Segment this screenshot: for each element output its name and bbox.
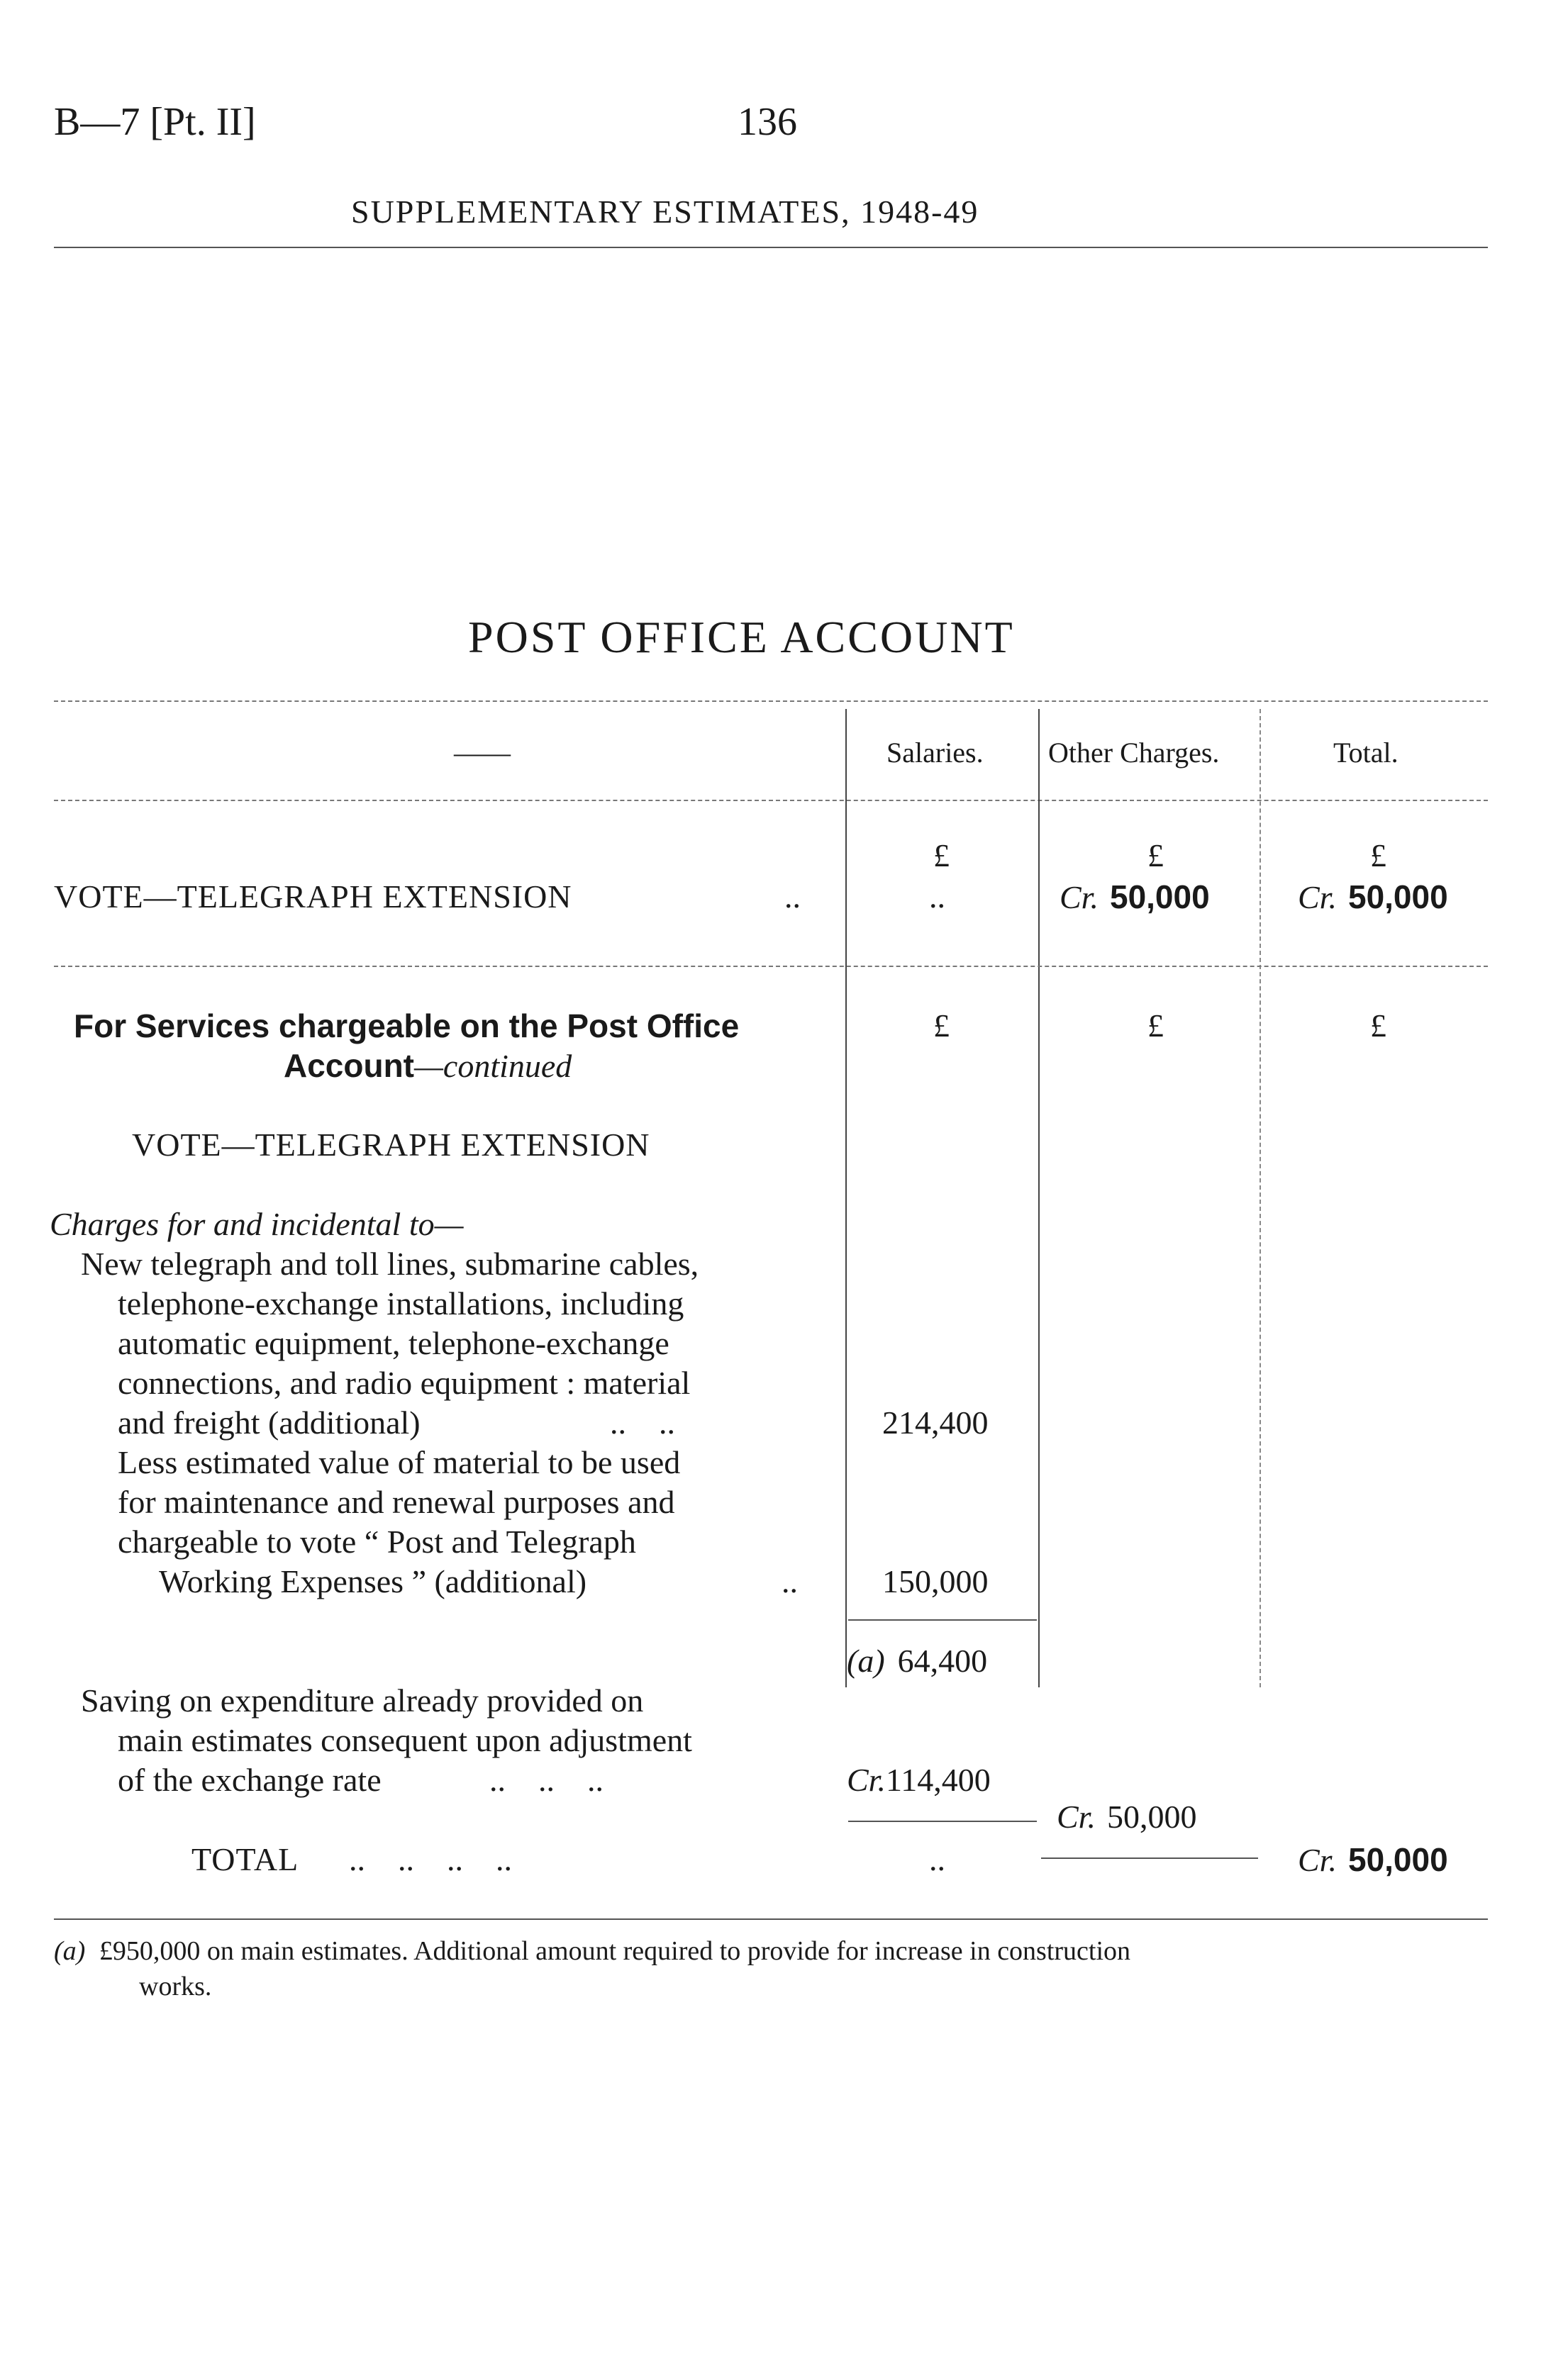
summary-other-value: 50,000 [1109, 878, 1210, 915]
summary-leader: .. [784, 878, 801, 915]
running-title: SUPPLEMENTARY ESTIMATES, 1948-49 [351, 194, 979, 230]
column-head-blank: —— [454, 737, 511, 769]
summary-total [1298, 878, 1448, 916]
account-title: POST OFFICE ACCOUNT [468, 612, 1015, 662]
footnote-line-2: works. [139, 1972, 212, 2001]
summary-other-prefix: Cr. [1060, 879, 1099, 915]
item1-leader: .. .. [610, 1404, 675, 1441]
detail-charges-label: Charges for and incidental to— [50, 1206, 464, 1242]
saving-line-1: Saving on expenditure already provided on [81, 1682, 644, 1719]
saving-prefix: Cr. [847, 1762, 886, 1798]
item2-line-4: Working Expenses ” (additional) [159, 1563, 587, 1599]
item1-line-3: automatic equipment, telephone-exchange [118, 1325, 669, 1361]
detail-salaries-currency: £ [933, 1007, 950, 1044]
detail-heading-continued: —continued [414, 1048, 572, 1084]
column-rule-other [1038, 709, 1040, 1687]
saving-rule [848, 1821, 1037, 1822]
header-rule [54, 247, 1488, 248]
item2-line-3: chargeable to vote “ Post and Telegraph [118, 1524, 636, 1560]
item1-line-4: connections, and radio equipment : material [118, 1365, 691, 1401]
total-leader: .. .. .. .. [349, 1841, 512, 1877]
saving-value: 114,400 [885, 1762, 991, 1798]
column-rule-salaries [845, 709, 847, 1687]
page-number: 136 [738, 100, 797, 144]
item1-line-2: telephone-exchange installations, including [118, 1285, 684, 1322]
detail-other-value: 50,000 [1106, 1799, 1197, 1835]
column-head-total: Total. [1333, 737, 1399, 769]
detail-vote-label: VOTE—TELEGRAPH EXTENSION [132, 1127, 650, 1163]
detail-total-value: 50,000 [1347, 1841, 1448, 1878]
detail-heading-line2 [284, 1046, 572, 1085]
summary-total-prefix: Cr. [1298, 879, 1337, 915]
detail-total-prefix: Cr. [1298, 1842, 1337, 1878]
summary-total-value: 50,000 [1347, 878, 1448, 915]
column-rule-total [1260, 709, 1261, 1687]
subtotal-value: 64,400 [897, 1643, 988, 1679]
saving-salaries [847, 1761, 991, 1799]
detail-other-currency: £ [1147, 1007, 1164, 1044]
subtotal-salaries [847, 1642, 987, 1680]
detail-other-prefix: Cr. [1057, 1799, 1096, 1835]
item1-salaries-value: 214,400 [882, 1404, 989, 1441]
table-head-rule [54, 800, 1488, 801]
summary-other-currency: £ [1147, 837, 1164, 873]
summary-salaries-value: .. [929, 878, 945, 915]
page-reference: B—7 [Pt. II] [54, 100, 256, 144]
saving-line-3: of the exchange rate [118, 1762, 382, 1798]
detail-heading-line1: For Services chargeable on the Post Office [74, 1007, 740, 1044]
table-bottom-rule [54, 1918, 1488, 1920]
detail-other-charges [1057, 1798, 1196, 1836]
detail-total-currency: £ [1370, 1007, 1386, 1044]
item2-line-2: for maintenance and renewal purposes and [118, 1484, 675, 1520]
detail-heading-account: Account [284, 1047, 414, 1084]
saving-line-2: main estimates consequent upon adjustment [118, 1722, 692, 1758]
summary-bottom-rule [54, 966, 1488, 967]
summary-salaries-currency: £ [933, 837, 950, 873]
footnote-text-1: £950,000 on main estimates. Additional amount required to provide for increase in construction [99, 1936, 1131, 1966]
subtotal-note-marker: (a) [847, 1643, 885, 1679]
summary-other-charges [1060, 878, 1210, 916]
total-label: TOTAL [191, 1841, 299, 1877]
subtotal-rule [848, 1619, 1037, 1621]
footnote-marker: (a) [54, 1936, 86, 1966]
table-top-rule [54, 700, 1488, 702]
item2-line-1: Less estimated value of material to be used [118, 1444, 681, 1480]
detail-total [1298, 1840, 1448, 1879]
item1-line-5: and freight (additional) [118, 1404, 421, 1441]
total-salaries-value: .. [929, 1841, 945, 1877]
item1-line-1: New telegraph and toll lines, submarine cables, [81, 1246, 699, 1282]
footnote-line-1 [54, 1935, 1130, 1967]
other-charges-rule [1041, 1857, 1258, 1859]
item2-leader: .. [782, 1563, 798, 1599]
item2-salaries-value: 150,000 [882, 1563, 989, 1599]
column-head-other-charges: Other Charges. [1048, 737, 1220, 769]
summary-total-currency: £ [1370, 837, 1386, 873]
saving-leader: .. .. .. [489, 1762, 604, 1798]
column-head-salaries: Salaries. [886, 737, 984, 769]
summary-vote-label: VOTE—TELEGRAPH EXTENSION [54, 878, 572, 915]
